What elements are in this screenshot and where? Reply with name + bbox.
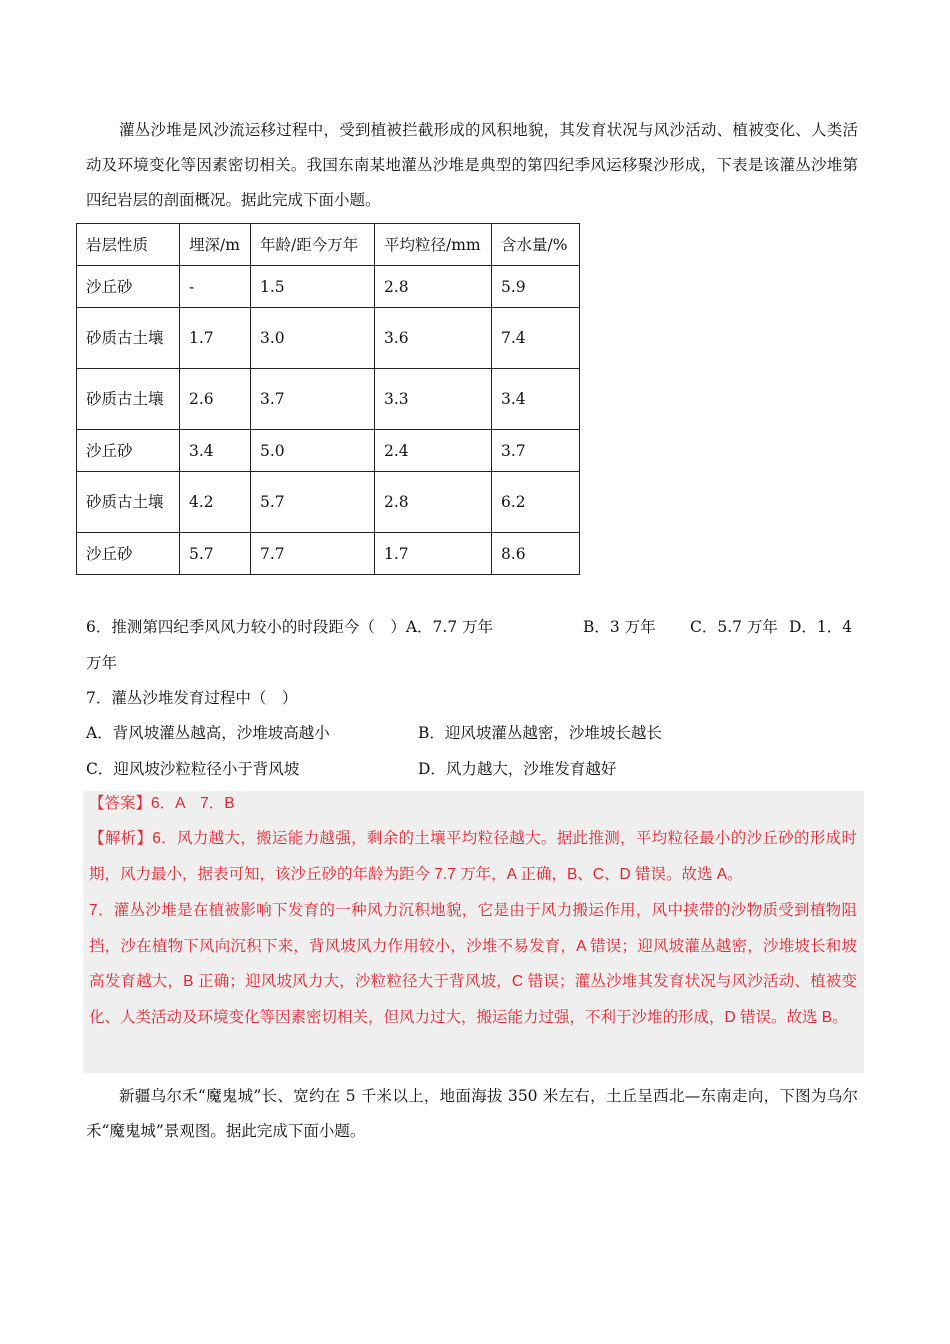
table-cell: 3.4 xyxy=(492,369,580,430)
table-cell: 砂质古土壤 xyxy=(77,369,180,430)
table-cell: 1.5 xyxy=(251,266,375,308)
table-cell: 沙丘砂 xyxy=(77,533,180,575)
table-cell: 8.6 xyxy=(492,533,580,575)
table-cell: 1.7 xyxy=(375,533,492,575)
header-cell: 埋深/m xyxy=(180,224,251,266)
table-cell: 6.2 xyxy=(492,472,580,533)
header-cell: 岩层性质 xyxy=(77,224,180,266)
table-cell: 7.4 xyxy=(492,308,580,369)
analysis-6: 【解析】6．风力越大，搬运能力越强，剩余的土壤平均粒径越大。据此推测，平均粒径最小的沙丘砂的形成时期，风力最小，据表可知，该沙丘砂的年龄为距今 7.7 万年，A 正确，B、C、D 错误。故选 A。 xyxy=(89,830,857,883)
question-6-option-d: D．1．4 xyxy=(789,618,853,636)
table-cell: 5.7 xyxy=(180,533,251,575)
table-cell: 2.4 xyxy=(375,430,492,472)
table-cell: 2.6 xyxy=(180,369,251,430)
table-cell: 3.7 xyxy=(492,430,580,472)
table-cell: 4.2 xyxy=(180,472,251,533)
table-row xyxy=(77,308,580,369)
question-7-option-c: C．迎风坡沙粒粒径小于背风坡 xyxy=(86,760,300,778)
table-header-row xyxy=(77,224,580,266)
table-cell: 5.9 xyxy=(492,266,580,308)
stratum-table xyxy=(76,223,580,575)
header-cell: 年龄/距今万年 xyxy=(251,224,375,266)
table-cell: 1.7 xyxy=(180,308,251,369)
table-cell: 3.0 xyxy=(251,308,375,369)
table-cell: - xyxy=(180,266,251,308)
header-cell: 含水量/% xyxy=(492,224,580,266)
table-cell: 3.7 xyxy=(251,369,375,430)
table-cell: 沙丘砂 xyxy=(77,266,180,308)
question-6-option-c: C．5.7 万年 xyxy=(690,618,778,636)
question-7-stem: 7．灌丛沙堆发育过程中（ ） xyxy=(86,689,298,707)
table-cell: 3.4 xyxy=(180,430,251,472)
next-intro-paragraph: 新疆乌尔禾“魔鬼城”长、宽约在 5 千米以上，地面海拔 350 米左右，土丘呈西北—东南走向，下图为乌尔禾“魔鬼城”景观图。据此完成下面小题。 xyxy=(86,1087,858,1140)
table-cell: 5.0 xyxy=(251,430,375,472)
intro-paragraph: 灌丛沙堆是风沙流运移过程中，受到植被拦截形成的风积地貌，其发育状况与风沙活动、植被变化、人类活动及环境变化等因素密切相关。我国东南某地灌丛沙堆是典型的第四纪季风运移聚沙形成，下表是该灌丛沙堆第四纪岩层的剖面概况。据此完成下面小题。 xyxy=(86,121,858,209)
table-row xyxy=(77,369,580,430)
analysis-7: 7．灌丛沙堆是在植被影响下发育的一种风力沉积地貌，它是由于风力搬运作用，风中挟带的沙物质受到植物阻挡，沙在植物下风向沉积下来，背风坡风力作用较小，沙堆不易发育，A 错误；迎风坡灌丛越密，沙堆坡长和坡高发育越大，B 正确；迎风坡风力大，沙粒粒径大于背风坡，C 错误；灌丛沙堆其发育状况与风沙活动、植被变化、人类活动及环境变化等因素密切相关，但风力过大，搬运能力过强，不利于沙堆的形成，D 错误。故选 B。 xyxy=(89,902,857,1026)
table-cell: 砂质古土壤 xyxy=(77,308,180,369)
question-7-option-a: A．背风坡灌丛越高，沙堆坡高越小 xyxy=(86,724,330,742)
table-cell: 5.7 xyxy=(251,472,375,533)
answer-line: 【答案】6．A 7．B xyxy=(89,795,235,812)
table-row xyxy=(77,533,580,575)
question-6-option-b: B．3 万年 xyxy=(583,618,656,636)
table-cell: 2.8 xyxy=(375,266,492,308)
header-cell: 平均粒径/mm xyxy=(375,224,492,266)
question-7-option-b: B．迎风坡灌丛越密，沙堆坡长越长 xyxy=(418,724,662,742)
table-row xyxy=(77,472,580,533)
table-cell: 2.8 xyxy=(375,472,492,533)
question-6-stem: 6．推测第四纪季风风力较小的时段距今（ ）A．7.7 万年 xyxy=(86,618,494,636)
table-row xyxy=(77,430,580,472)
table-row xyxy=(77,266,580,308)
table-cell: 3.3 xyxy=(375,369,492,430)
question-6-tail: 万年 xyxy=(86,654,118,672)
question-7-option-d: D．风力越大，沙堆发育越好 xyxy=(418,760,617,778)
table-cell: 砂质古土壤 xyxy=(77,472,180,533)
table-cell: 3.6 xyxy=(375,308,492,369)
table-cell: 7.7 xyxy=(251,533,375,575)
table-cell: 沙丘砂 xyxy=(77,430,180,472)
